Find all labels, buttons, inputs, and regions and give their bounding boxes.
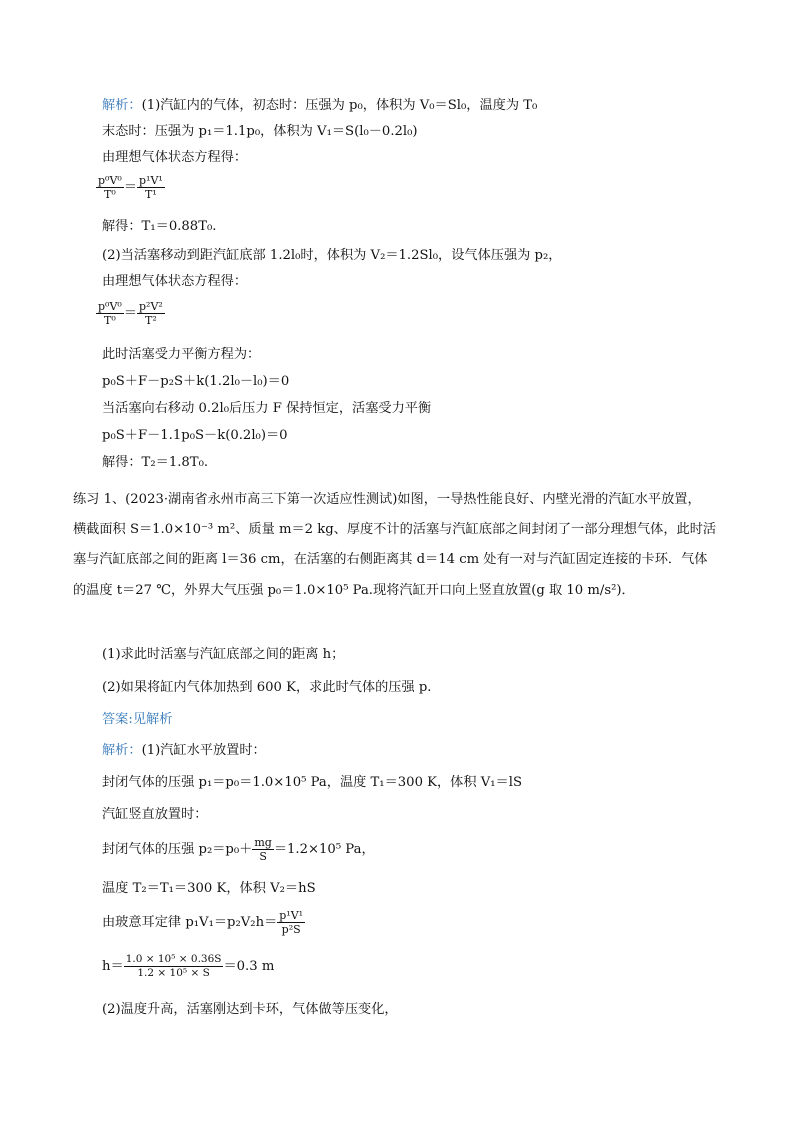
- analysis2-line-2: 封闭气体的压强 p₁＝p₀＝1.0×10⁵ Pa，温度 T₁＝300 K，体积 V₁＝lS: [102, 775, 523, 790]
- exercise-line-4: 的温度 t＝27 ℃，外界大气压强 p₀＝1.0×10⁵ Pa.现将汽缸开口向上竖直放置(g 取 10 m/s²)．: [73, 583, 635, 598]
- fraction-mg-over-s: $\frac{mg}{S}$: [254, 836, 272, 863]
- exercise-line-2: 横截面积 S＝1.0×10⁻³ m²、质量 m＝2 kg、厚度不计的活塞与汽缸底部之间封闭了一部分理想气体，此时活: [73, 522, 717, 537]
- analysis2-line-5: 温度 T₂＝T₁＝300 K，体积 V₂＝hS: [102, 881, 316, 896]
- exercise-line-3: 塞与汽缸底部之间的距离 l＝36 cm，在活塞的右侧距离其 d＝14 cm 处有一对与汽缸固定连接的卡环．气体: [73, 552, 708, 567]
- question-1: (1)求此时活塞与汽缸底部之间的距离 h；: [102, 647, 345, 662]
- analysis-line-2: 末态时：压强为 p₁＝1.1p₀，体积为 V₁＝S(l₀－0.2l₀): [102, 124, 418, 139]
- analysis-line-6: 由理想气体状态方程得：: [102, 274, 248, 289]
- fraction: $\frac{\text{p⁰V⁰}}{\text{T⁰}}$: [98, 300, 122, 327]
- fraction: $\frac{\text{p¹V¹}}{\text{p²S}}$: [279, 909, 304, 936]
- analysis2-line-7: h＝ $\frac{\text{1.0 × 10⁵ × 0.36S}}{\text{1.2 × 10⁵ × S}}$ ＝0.3 m: [102, 953, 275, 979]
- analysis-line-11: 解得：T₂＝1.8T₀.: [102, 455, 209, 470]
- analysis2-line-4: 封闭气体的压强 p₂＝p₀＋ $\frac{mg}{S}$ ＝1.2×10⁵ Pa，: [102, 836, 375, 863]
- fraction: $\frac{\text{p⁰V⁰}}{\text{T⁰}}$: [98, 174, 122, 201]
- fraction: $\frac{\text{p¹V¹}}{\text{T¹}}$: [139, 174, 163, 201]
- question-2: (2)如果将缸内气体加热到 600 K，求此时气体的压强 p.: [102, 680, 432, 695]
- analysis-label: 解析：: [102, 743, 142, 758]
- analysis-line-8: p₀S＋F－p₂S＋k(1.2l₀－l₀)＝0: [102, 374, 290, 389]
- analysis-line-3: 由理想气体状态方程得：: [102, 150, 248, 165]
- analysis2-line-1: 解析：(1)汽缸水平放置时：: [102, 743, 266, 758]
- analysis-line-4: 解得：T₁＝0.88T₀.: [102, 219, 217, 234]
- analysis-line-9: 当活塞向右移动 0.2l₀后压力 F 保持恒定，活塞受力平衡: [102, 401, 432, 416]
- formula-state-equation-1: $\frac{\text{p⁰V⁰}}{\text{T⁰}}$ ＝ $\frac{\text{p¹V¹}}{\text{T¹}}$: [98, 174, 163, 201]
- fraction: $\frac{\text{p²V²}}{\text{T²}}$: [139, 300, 163, 327]
- fraction: $\frac{\text{1.0 × 10⁵ × 0.36S}}{\text{1.2 × 10⁵ × S}}$: [125, 953, 222, 979]
- analysis2-line-8: (2)温度升高，活塞刚达到卡环，气体做等压变化，: [102, 1002, 398, 1017]
- formula-state-equation-2: $\frac{\text{p⁰V⁰}}{\text{T⁰}}$ ＝ $\frac{\text{p²V²}}{\text{T²}}$: [98, 300, 163, 327]
- analysis-line-1: 解析：(1)汽缸内的气体，初态时：压强为 p₀，体积为 V₀＝Sl₀，温度为 T₀: [102, 98, 538, 113]
- analysis-line-7: 此时活塞受力平衡方程为：: [102, 347, 261, 362]
- analysis-line-10: p₀S＋F－1.1p₀S－k(0.2l₀)＝0: [102, 428, 288, 443]
- analysis2-line-6: 由玻意耳定律 p₁V₁＝p₂V₂h＝ $\frac{\text{p¹V¹}}{\text{p²S}}$: [102, 909, 304, 936]
- analysis-line-5: (2)当活塞移动到距汽缸底部 1.2l₀时，体积为 V₂＝1.2Sl₀，设气体压强为 p₂，: [102, 248, 562, 263]
- analysis2-line-3: 汽缸竖直放置时：: [102, 807, 208, 822]
- exercise-line-1: 练习 1、(2023·湖南省永州市高三下第一次适应性测试)如图，一导热性能良好、内壁光滑的汽缸水平放置，: [73, 492, 701, 507]
- answer-label: 答案:见解析: [102, 712, 173, 727]
- analysis-label: 解析：: [102, 98, 142, 113]
